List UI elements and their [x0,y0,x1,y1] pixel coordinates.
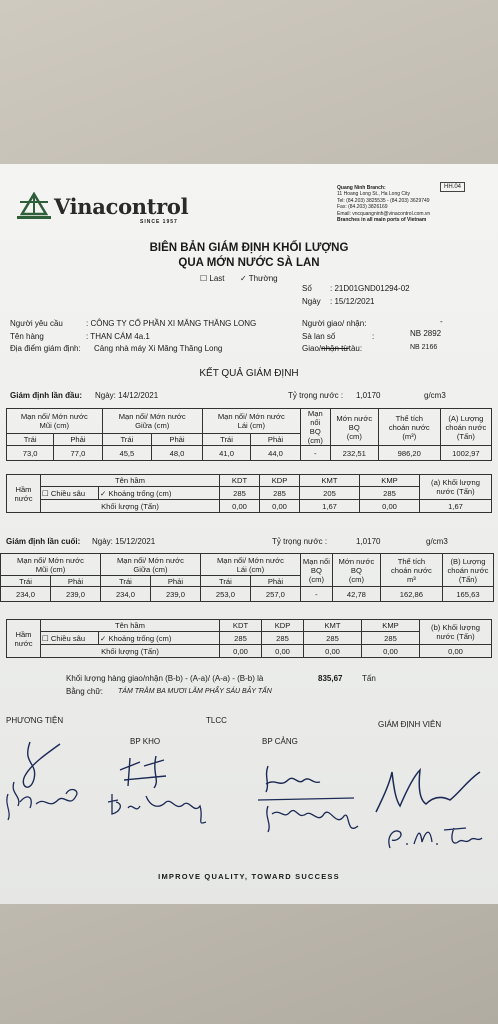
volume-label: Thể tích [395,413,423,423]
table-cell: 285 [304,632,362,645]
first-inspection-date: Ngày: 14/12/2021 [95,391,159,400]
table-cell: 0,00 [360,500,420,513]
starboard-label: Phải [54,433,102,445]
table-cell: 285 [262,632,304,645]
last-inspection-label: Giám định lần cuối: [6,537,81,546]
goods-value: : THAN CÁM 4a.1 [86,332,150,341]
document-title: BIÊN BẢN GIÁM ĐỊNH KHỐI LƯỢNG [149,242,349,254]
table-cell: - [300,446,330,461]
depth-checkbox: ☐ Chiều sâu [41,487,99,500]
first-draft-table [6,408,492,461]
bow-header-label: Mạn nổi/ Mớn nước [20,411,88,421]
table-cell: 1002,97 [440,446,491,461]
tank-title: Hầm nước [7,475,41,513]
table-cell: 0,00 [362,645,420,658]
place-value: Cảng nhà máy Xi Măng Thăng Long [94,344,223,353]
doc-number-label: Số [302,284,312,293]
result-title: KẾT QUẢ GIÁM ĐỊNH [199,368,299,379]
table-cell: 45,5 [102,446,152,461]
table-cell: 285 [220,487,260,500]
starboard-label: Phải [250,576,300,587]
port-label: Trái [100,576,150,587]
space-checkbox: ✓ Khoảng trống (cm) [99,632,220,645]
branch-line: Branches in all main ports of Vietnam [337,217,427,224]
stern-header-unit: Lái (cm) [237,420,266,430]
footer-slogan: IMPROVE QUALITY, TOWARD SUCCESS [158,872,340,881]
bow-header-unit: Mũi (cm) [39,420,70,430]
mid-header-unit: Giữa (cm) [133,564,168,574]
form-code: HH.04 [440,182,465,192]
mass-a-label-2: choán nước [445,422,487,432]
avg-draft-unit: (cm) [346,431,362,441]
table-cell: 239,0 [150,587,200,602]
first-inspection-label: Giám định lần đầu: [10,391,83,400]
volume-unit: m³ [406,574,416,584]
bow-header [7,409,103,434]
deliverer-label: Người giao/ nhận: [302,319,367,328]
barge-number: NB 2892 [410,329,442,338]
table-cell: 0,00 [260,500,300,513]
tank-mass-label: Khối lượng (Tấn) [41,645,220,658]
table-cell: 285 [362,632,420,645]
bow-header-label: Mạn nổi/ Mớn nước [17,555,84,565]
table-cell: 285 [260,487,300,500]
avg-draft-label: Mớn nước [336,413,373,423]
depth-checkbox: ☐ Chiều sâu [41,632,99,645]
table-cell: 232,51 [330,446,378,461]
table-cell: 234,0 [1,587,51,602]
branch-line: Fax: (84.203) 3826169 [337,204,388,211]
avg-free-header [300,409,330,446]
first-density-unit: g/cm3 [424,391,446,400]
sig-label-warehouse: BP KHO [130,737,161,746]
stern-header-label: Mạn nổi/ Mớn nước [216,555,284,565]
sig-label-inspector: GIÁM ĐỊNH VIÊN [378,720,442,729]
doc-number: : 21D01GND01294-02 [330,284,410,293]
space-checkbox: ✓ Khoảng trống (cm) [99,487,220,500]
table-cell: 0,00 [220,645,262,658]
table-cell: 165,63 [442,587,493,602]
mass-b-unit: (Tấn) [458,574,478,584]
avg-free-label: Mạn nổi [302,556,330,566]
table-cell: 73,0 [7,446,54,461]
mass-b-water-header: (b) Khối lượng nước (Tấn) [420,620,492,645]
mass-a-header [440,409,491,446]
volume-label-2: choán nước [390,565,432,575]
volume-unit: (m³) [402,431,417,441]
doc-date-label: Ngày [302,297,321,306]
table-cell: 253,0 [200,587,250,602]
sig-label-vessel: PHƯƠNG TIỆN [6,716,64,725]
net-mass-formula: Khối lượng hàng giao/nhận (B-b) - (A-a)/ (A-a) - (B-b) là [66,674,264,683]
option-last: ☐ Last [200,274,225,283]
barge-label: Sà lan số [302,332,336,341]
table-cell: 0,00 [420,645,492,658]
port-label: Trái [7,433,54,445]
inspection-certificate [0,164,498,904]
tank-mass-label: Khối lượng (Tấn) [41,500,220,513]
first-density-value: 1,0170 [356,391,381,400]
tug-label-b: nhận từ [321,344,349,353]
table-cell: 257,0 [250,587,300,602]
avg-draft-bq: BQ [350,565,362,575]
table-cell: 986,20 [378,446,440,461]
inspector-signature [370,756,490,856]
mass-a-label: (A) Lượng [448,413,484,423]
avg-draft-header [332,554,380,587]
table-cell: 1,67 [300,500,360,513]
volume-header [378,409,440,446]
branch-line: Email: vncquangninh@vinacontrol.com.vn [337,210,431,217]
last-density-value: 1,0170 [356,537,381,546]
mass-a-unit: (Tấn) [456,431,475,441]
port-label: Trái [202,433,250,445]
table-cell: 0,00 [262,645,304,658]
first-tank-table [6,474,492,513]
kmp-header: KMP [360,475,420,487]
mass-b-label-2: choán nước [447,565,489,575]
mass-b-header [442,554,493,587]
tug-label-c: tàu: [348,344,363,353]
volume-header [380,554,442,587]
tug-label [302,344,362,353]
sig-label-port: BP CẢNG [262,737,298,746]
vessel-signature [0,734,100,824]
requester-value: : CÔNG TY CỔ PHẦN XI MĂNG THĂNG LONG [86,319,257,328]
last-tank-table [6,619,492,658]
tank-title: Hầm nước [7,620,41,658]
last-density-label: Tỷ trọng nước : [272,537,328,546]
port-label: Trái [200,576,250,587]
kdp-header: KDP [262,620,304,632]
tank-name-header: Tên hầm [41,620,220,632]
port-signature [250,754,370,844]
place-label: Địa điểm giám định: [10,344,81,353]
avg-draft-unit: (cm) [348,574,364,584]
table-cell: 0,00 [304,645,362,658]
stern-header-label: Mạn nổi/ Mớn nước [217,411,285,421]
mid-header [100,554,200,576]
kmt-header: KMT [304,620,362,632]
port-label: Trái [1,576,51,587]
avg-free-label: Mạn nổi [307,409,323,427]
kdt-header: KDT [220,620,262,632]
amount-words: TÁM TRĂM BA MƯƠI LĂM PHẨY SÁU BẢY TẤN [118,688,272,695]
avg-draft-header [330,409,378,446]
tug-number: NB 2166 [410,344,438,351]
brand-since: SINCE 1957 [140,219,178,225]
tug-label-a: Giao/ [302,344,322,353]
branch-line: 11 Hoang Long St., Ha Long City [337,191,411,198]
doc-date: : 15/12/2021 [330,297,375,306]
table-cell: 239,0 [50,587,100,602]
goods-label: Tên hàng [10,332,44,341]
mid-header-label: Mạn nổi/ Mớn nước [116,555,184,565]
table-cell: 285 [220,632,262,645]
table-cell: 162,86 [380,587,442,602]
option-normal: ✓ Thường [240,274,278,283]
last-draft-table [0,553,494,602]
kdt-header: KDT [220,475,260,487]
starboard-label: Phải [251,433,301,445]
brand-name: Vinacontrol [54,194,189,219]
starboard-label: Phải [50,576,100,587]
table-cell: 77,0 [54,446,102,461]
mid-header [102,409,202,434]
kmt-header: KMT [300,475,360,487]
deliverer-value: - [440,317,443,326]
vinacontrol-logo-icon [16,192,52,220]
first-density-label: Tỷ trọng nước : [288,391,344,400]
branch-line: Tel: (84.203) 3825535 - (84.203) 3629749 [337,197,430,204]
table-row [1,587,494,602]
avg-free-unit: (cm) [307,436,323,445]
table-cell: 41,0 [202,446,250,461]
avg-free-header [300,554,332,587]
mid-header-unit: Giữa (cm) [135,420,170,430]
table-row [7,446,492,461]
table-cell: 44,0 [251,446,301,461]
branch-title: Quang Ninh Branch: [337,185,386,191]
avg-draft-label: Mớn nước [338,556,375,566]
mass-a-water-header: (a) Khối lượng nước (Tấn) [420,475,492,500]
volume-label-2: choán nước [388,422,430,432]
document-subtitle: QUA MỚN NƯỚC SÀ LAN [178,257,320,269]
mass-b-label: (B) Lượng [450,556,486,566]
last-density-unit: g/cm3 [426,537,448,546]
colon: : [372,332,375,341]
avg-free-bq: BQ [310,565,322,575]
port-label: Trái [102,433,152,445]
avg-free-unit: (cm) [308,574,324,584]
amount-words-label: Bằng chữ: [66,687,103,696]
starboard-label: Phải [152,433,203,445]
bow-header [1,554,101,576]
kmp-header: KMP [362,620,420,632]
warehouse-signature [100,756,220,836]
table-cell: 1,67 [420,500,492,513]
kdp-header: KDP [260,475,300,487]
stern-header [200,554,300,576]
starboard-label: Phải [150,576,200,587]
tank-name-header: Tên hầm [41,475,220,487]
sig-label-tlcc: TLCC [206,716,227,725]
bow-header-unit: Mũi (cm) [35,564,66,574]
table-cell: 205 [300,487,360,500]
table-cell: 0,00 [220,500,260,513]
table-cell: 48,0 [152,446,203,461]
avg-draft-bq: BQ [348,422,360,432]
net-mass-unit: Tấn [362,674,376,683]
table-cell: 234,0 [100,587,150,602]
avg-free-bq: BQ [309,427,321,436]
table-cell: - [300,587,332,602]
mid-header-label: Mạn nổi/ Mớn nước [118,411,186,421]
last-inspection-date: Ngày: 15/12/2021 [92,537,156,546]
requester-label: Người yêu cầu [10,319,63,328]
net-mass-value: 835,67 [318,674,343,683]
stern-header [202,409,300,434]
volume-label: Thể tích [397,556,426,566]
table-cell: 42,78 [332,587,380,602]
stern-header-unit: Lái (cm) [236,564,265,574]
table-cell: 285 [360,487,420,500]
